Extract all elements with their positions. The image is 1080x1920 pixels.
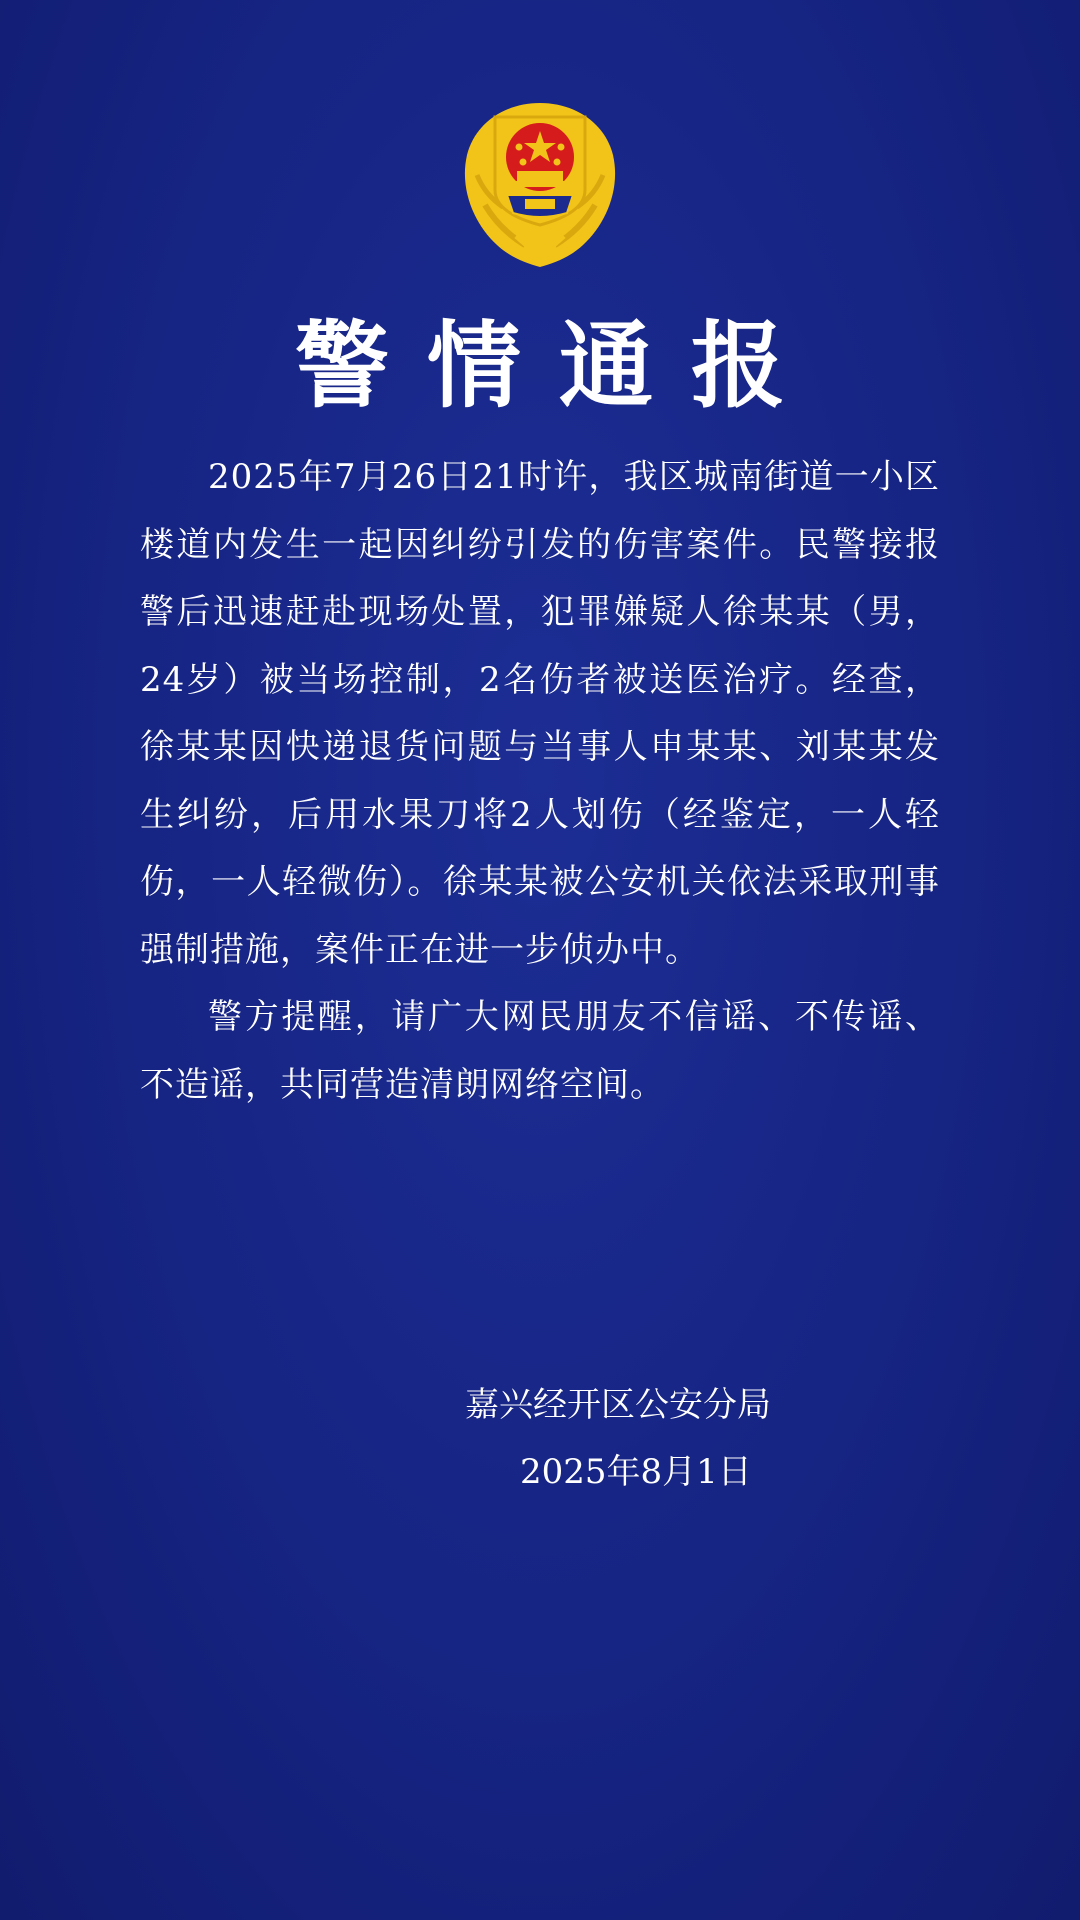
police-emblem-icon xyxy=(455,95,625,270)
notice-paragraph: 警方提醒，请广大网民朋友不信谣、不传谣、不造谣，共同营造清朗网络空间。 xyxy=(140,997,940,1105)
issue-date: 2025年8月1日 xyxy=(520,1452,752,1492)
issuing-organization: 嘉兴经开区公安分局 xyxy=(465,1385,771,1425)
notice-paragraph: 2025年7月26日21时许，我区城南街道一小区楼道内发生一起因纠纷引发的伤害案件。民警接报警后迅速赶赴现场处置，犯罪嫌疑人徐某某（男，24岁）被当场控制，2名伤者被送医治疗。经查，徐某某因快递退货问题与当事人申某某、刘某某发生纠纷，后用水果刀将2人划伤（经鉴定，一人轻伤，一人轻微伤）。徐某某被公安机关依法采取刑事强制措施，案件正在进一步侦办中。 xyxy=(140,457,940,970)
notice-body xyxy=(140,444,940,1119)
page-title: 警情通报 xyxy=(294,312,823,421)
